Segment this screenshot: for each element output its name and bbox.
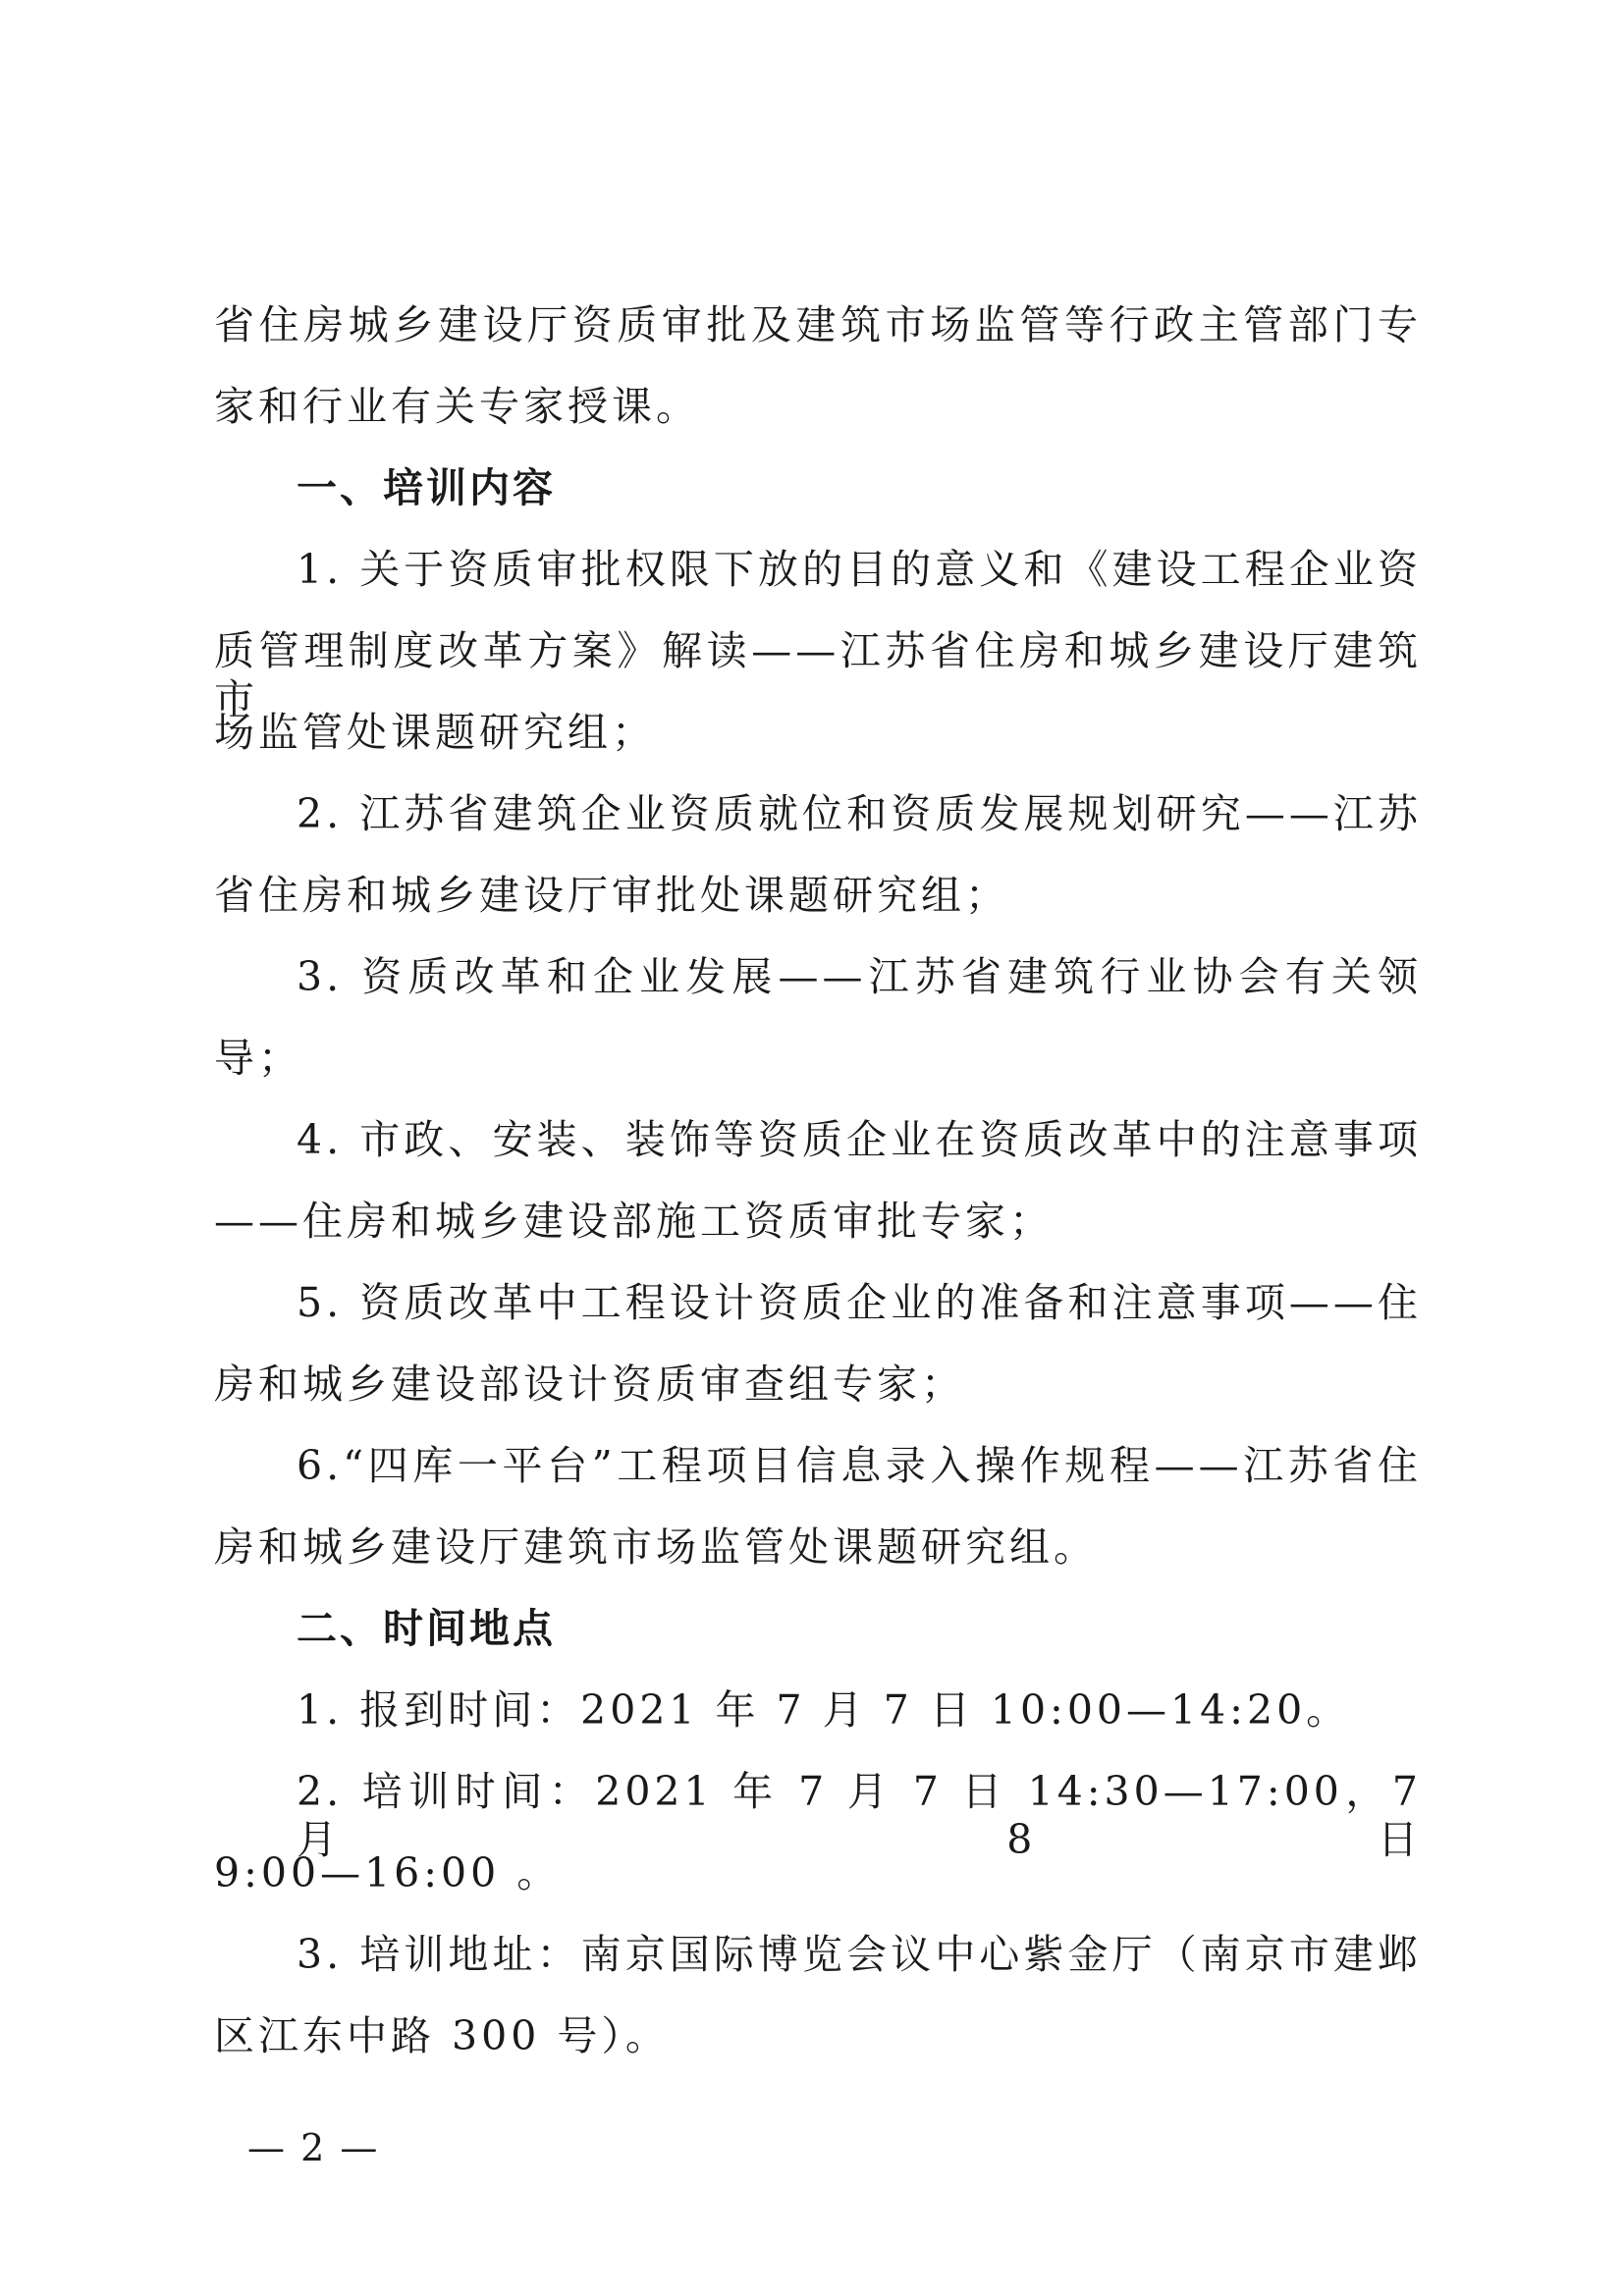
training-item-6-line-1: 6.“四库一平台”工程项目信息录入操作规程——江苏省住 bbox=[297, 1442, 1422, 1489]
training-item-3-line-2: 导； bbox=[214, 1035, 302, 1082]
training-item-1-line-1: 1. 关于资质审批权限下放的目的意义和《建设工程企业资 bbox=[297, 546, 1422, 593]
page-number: — 2 — bbox=[247, 2126, 380, 2169]
schedule-item-2-line-2: 9:00—16:00 。 bbox=[214, 1849, 562, 1896]
training-item-5-line-2: 房和城乡建设部设计资质审查组专家； bbox=[214, 1361, 965, 1408]
training-item-3-line-1: 3. 资质改革和企业发展——江苏省建筑行业协会有关领 bbox=[297, 953, 1422, 1000]
training-item-4-line-2: ——住房和城乡建设部施工资质审批专家； bbox=[214, 1198, 1054, 1245]
schedule-item-2-line-1: 2. 培训时间：2021 年 7 月 7 日 14:30—17:00，7 月 8 日 bbox=[297, 1768, 1422, 1864]
training-item-1-line-2: 质管理制度改革方案》解读——江苏省住房和城乡建设厅建筑市 bbox=[214, 627, 1422, 723]
section-2-heading: 二、时间地点 bbox=[297, 1605, 556, 1652]
training-item-6-line-2: 房和城乡建设厅建筑市场监管处课题研究组。 bbox=[214, 1523, 1098, 1571]
schedule-item-3-line-2: 区江东中路 300 号）。 bbox=[214, 2012, 670, 2059]
schedule-item-1-line-1: 1. 报到时间：2021 年 7 月 7 日 10:00—14:20。 bbox=[297, 1686, 1351, 1734]
section-1-heading: 一、培训内容 bbox=[297, 464, 556, 511]
training-item-2-line-1: 2. 江苏省建筑企业资质就位和资质发展规划研究——江苏 bbox=[297, 790, 1422, 837]
intro-line-2: 家和行业有关专家授课。 bbox=[214, 383, 700, 430]
training-item-1-line-3: 场监管处课题研究组； bbox=[214, 709, 656, 756]
training-item-2-line-2: 省住房和城乡建设厅审批处课题研究组； bbox=[214, 872, 1009, 919]
intro-line-1: 省住房城乡建设厅资质审批及建筑市场监管等行政主管部门专 bbox=[214, 301, 1422, 348]
training-item-5-line-1: 5. 资质改革中工程设计资质企业的准备和注意事项——住 bbox=[297, 1279, 1422, 1326]
schedule-item-3-line-1: 3. 培训地址：南京国际博览会议中心紫金厅（南京市建邺 bbox=[297, 1931, 1422, 1978]
training-item-4-line-1: 4. 市政、安装、装饰等资质企业在资质改革中的注意事项 bbox=[297, 1116, 1422, 1163]
